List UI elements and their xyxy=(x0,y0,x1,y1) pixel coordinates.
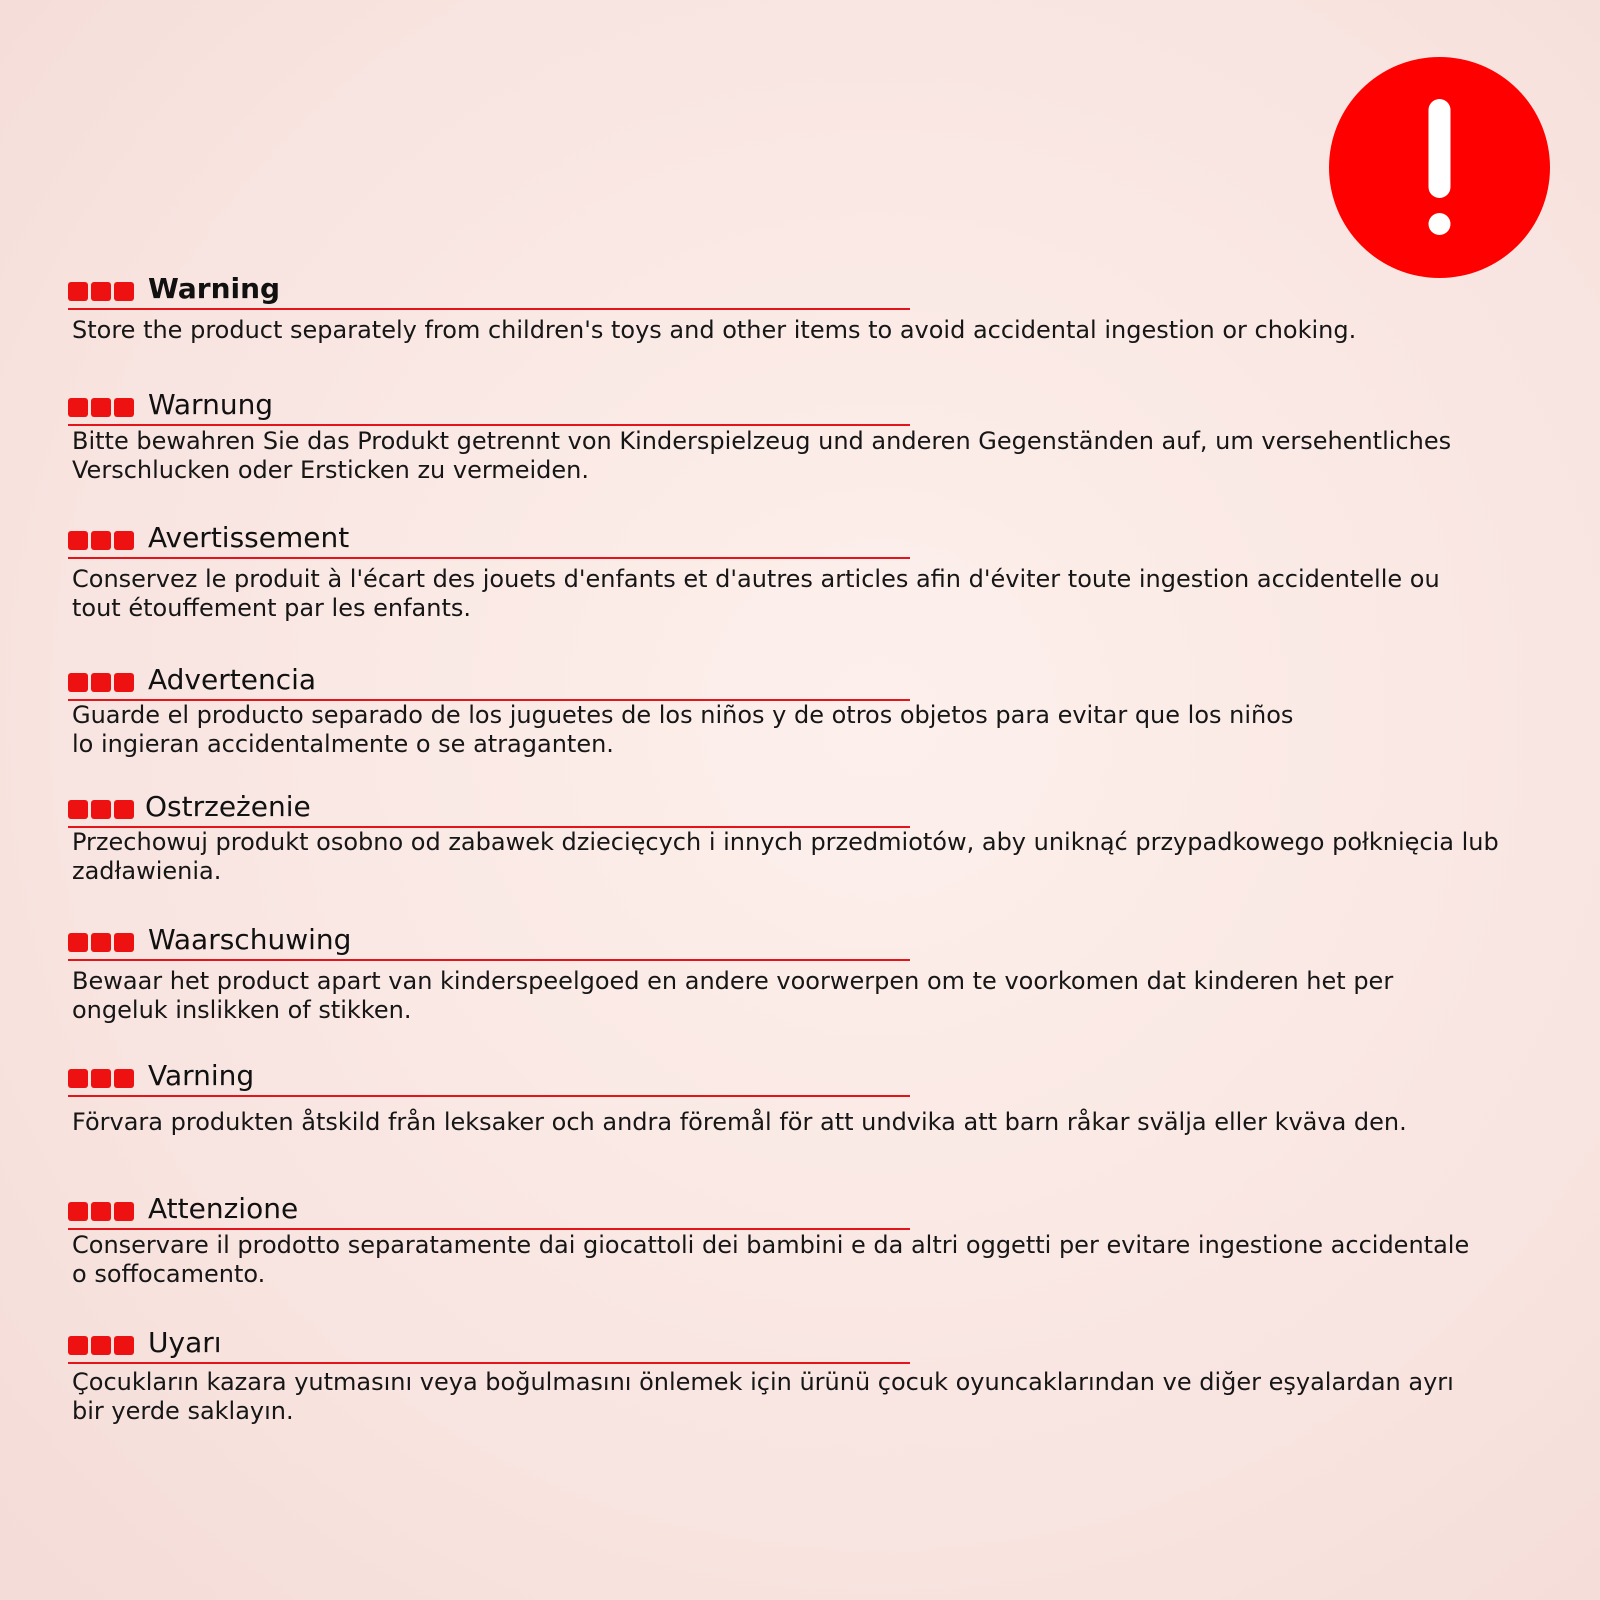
section-header xyxy=(68,791,910,828)
section-heading: Advertencia xyxy=(148,663,317,696)
warning-section-nl xyxy=(68,924,1488,1025)
section-header xyxy=(68,924,910,961)
section-header xyxy=(68,273,910,310)
warning-section-tr xyxy=(68,1327,1488,1426)
warning-section-fr xyxy=(68,522,1488,623)
red-squares-icon xyxy=(68,673,134,692)
section-text: Conservez le produit à l'écart des jouets d'enfants et d'autres articles afin d'éviter toute ingestion accidentelle ou tout étouffement par les enfants. xyxy=(72,565,1440,622)
red-squares-icon xyxy=(68,933,134,952)
section-heading: Warning xyxy=(148,272,281,305)
section-heading: Warnung xyxy=(148,388,274,421)
warning-section-en xyxy=(68,273,1488,345)
section-header xyxy=(68,389,910,426)
section-heading: Avertissement xyxy=(148,521,350,554)
warning-section-pl xyxy=(68,790,1499,886)
section-heading: Uyarı xyxy=(148,1326,222,1359)
section-header xyxy=(68,1060,910,1097)
red-squares-icon xyxy=(68,282,134,301)
red-squares-icon xyxy=(68,531,134,550)
red-squares-icon xyxy=(68,1336,134,1355)
section-header xyxy=(68,1327,910,1364)
section-text: Bewaar het product apart van kinderspeelgoed en andere voorwerpen om te voorkomen dat kinderen het per ongeluk inslikken of stikken. xyxy=(72,967,1394,1024)
red-squares-icon xyxy=(68,1202,134,1221)
section-header xyxy=(68,664,910,701)
red-squares-icon xyxy=(68,398,134,417)
section-text: Store the product separately from children's toys and other items to avoid accidental ingestion or choking. xyxy=(72,316,1357,344)
section-text: Çocukların kazara yutmasını veya boğulmasını önlemek için ürünü çocuk oyuncaklarından ve diğer eşyalardan ayrı bir yerde saklayın. xyxy=(72,1368,1454,1425)
warning-section-it xyxy=(68,1193,1488,1289)
warning-section-sv xyxy=(68,1060,1488,1137)
section-text: Conservare il prodotto separatamente dai giocattoli dei bambini e da altri oggetti per evitare ingestione accidentale o soffocamento. xyxy=(72,1231,1470,1288)
section-text: Bitte bewahren Sie das Produkt getrennt von Kinderspielzeug und anderen Gegenständen auf, um versehentliches Verschlucken oder Ersticken zu vermeiden. xyxy=(72,427,1452,484)
section-text: Guarde el producto separado de los juguetes de los niños y de otros objetos para evitar que los niños lo ingieran accidentalmente o se atraganten. xyxy=(72,701,1294,758)
red-squares-icon xyxy=(68,800,134,819)
section-heading: Waarschuwing xyxy=(148,923,352,956)
section-header xyxy=(68,522,910,559)
section-heading: Varning xyxy=(148,1059,255,1092)
section-heading: Ostrzeżenie xyxy=(145,790,311,823)
red-squares-icon xyxy=(68,1069,134,1088)
section-heading: Attenzione xyxy=(148,1192,299,1225)
section-text: Przechowuj produkt osobno od zabawek dziecięcych i innych przedmiotów, aby uniknąć przypadkowego połknięcia lub zadławienia. xyxy=(72,828,1499,885)
section-header xyxy=(68,1193,910,1230)
section-text: Förvara produkten åtskild från leksaker och andra föremål för att undvika att barn råkar svälja eller kväva den. xyxy=(72,1108,1407,1136)
warning-section-de xyxy=(68,389,1488,485)
exclamation-circle-icon xyxy=(1329,57,1550,278)
warning-section-es xyxy=(68,664,1488,759)
